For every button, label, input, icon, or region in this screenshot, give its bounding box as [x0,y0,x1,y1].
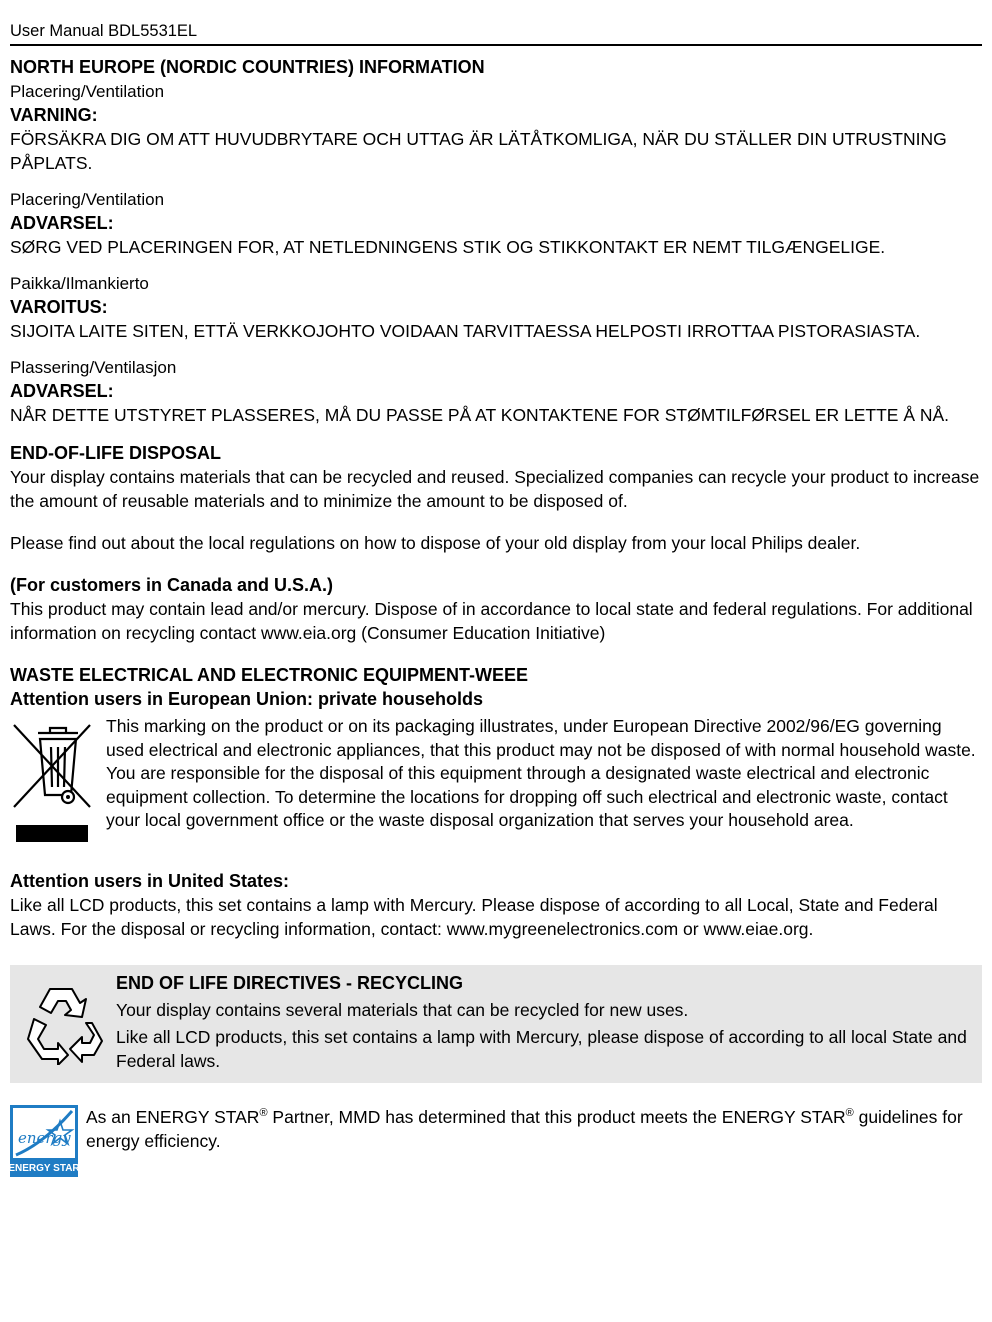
nordic-block-swedish [10,81,982,175]
recycling-paragraph-2: Like all LCD products, this set contains a lamp with Mercury, please dispose of according to all local State and Federal laws. [116,1027,967,1071]
canada-heading: (For customers in Canada and U.S.A.) [10,575,334,595]
weee-block [10,715,982,847]
nordic-section [10,55,982,427]
recycling-heading: END OF LIFE DIRECTIVES - RECYCLING [116,973,464,993]
warning-text: FÖRSÄKRA DIG OM ATT HUVUDBRYTARE OCH UTTAG ÄR LÄTÅTKOMLIGA, NÄR DU STÄLLER DIN UTRUSTNING PÅPLATS. [10,129,947,173]
warning-text: SØRG VED PLACERINGEN FOR, AT NETLEDNINGENS STIK OG STIKKONTAKT ER NEMT TILGÆNGELIGE. [10,237,886,257]
energy-script-text: energy [18,1129,71,1147]
warning-text: NÅR DETTE UTSTYRET PLASSERES, MÅ DU PASSE PÅ AT KONTAKTENE FOR STØMTILFØRSEL ER LETTE Å NÅ. [10,405,950,425]
warning-label: VARNING: [10,105,98,125]
energy-text [86,1105,982,1182]
canada-text: This product may contain lead and/or mercury. Dispose of in accordance to local state and federal regulations. For additional information on recycling contact www.eia.org (Consumer Education Initiative) [10,599,973,643]
energy-text-c: guidelines for energy efficiency. [86,1107,963,1151]
recycle-icon [10,971,116,1073]
nordic-block-norwegian [10,357,982,427]
recycling-paragraph-1: Your display contains several materials that can be recycled for new uses. [116,1000,689,1020]
nordic-block-finnish [10,273,982,343]
warning-label: VAROITUS: [10,297,108,317]
energy-text-a: As an ENERGY STAR [86,1107,260,1127]
nordic-block-danish [10,189,982,259]
warning-text: SIJOITA LAITE SITEN, ETTÄ VERKKOJOHTO VOIDAAN TARVITTAESSA HELPOSTI IRROTTAA PISTORASIASTA. [10,321,921,341]
weee-heading: WASTE ELECTRICAL AND ELECTRONIC EQUIPMENT-WEEE [10,665,529,685]
warning-label: ADVARSEL: [10,381,114,401]
energy-star-logo [10,1105,86,1182]
weee-section [10,663,982,941]
us-heading: Attention users in United States: [10,871,290,891]
nordic-heading: NORTH EUROPE (NORDIC COUNTRIES) INFORMATION [10,57,485,77]
registered-mark: ® [845,1107,854,1120]
subheading: Plassering/Ventilasjon [10,358,177,377]
eu-text: This marking on the product or on its packaging illustrates, under European Directive 2002/96/EG governing used electrical and electronic appliances, that this product may not be disposed of with normal household waste. You are responsible for the disposal of this equipment through a designated waste electrical and electronic equipment collection. To determine the locations for dropping off such electrical and electronic waste, contact your local government office or the waste disposal organization that serves your household area. [106,716,976,830]
subheading: Placering/Ventilation [10,82,165,101]
recycling-content [116,971,982,1073]
running-header: User Manual BDL5531EL [10,0,982,46]
crossed-bin-icon [10,715,106,847]
energy-star-block [10,1105,982,1182]
registered-mark: ® [259,1107,268,1120]
warning-label: ADVARSEL: [10,213,114,233]
eu-heading: Attention users in European Union: private households [10,689,484,709]
eol-section [10,441,982,645]
page [10,0,982,1182]
energy-text-b: Partner, MMD has determined that this product meets the ENERGY STAR [267,1107,846,1127]
eol-paragraph-2: Please find out about the local regulations on how to dispose of your old display from your local Philips dealer. [10,533,861,553]
us-text: Like all LCD products, this set contains a lamp with Mercury. Please dispose of according to all Local, State and Federal Laws. For the disposal or recycling information, contact: www.mygreenelectronics.com or www.eiae.org. [10,895,938,939]
recycling-box [10,965,982,1083]
subheading: Paikka/Ilmankierto [10,274,149,293]
eol-paragraph-1: Your display contains materials that can be recycled and reused. Specialized companies can recycle your product to increase the amount of reusable materials and to minimize the amount to be disposed of. [10,467,980,511]
subheading: Placering/Ventilation [10,190,165,209]
energy-star-label: ENERGY STAR [10,1163,78,1174]
eol-heading: END-OF-LIFE DISPOSAL [10,443,221,463]
